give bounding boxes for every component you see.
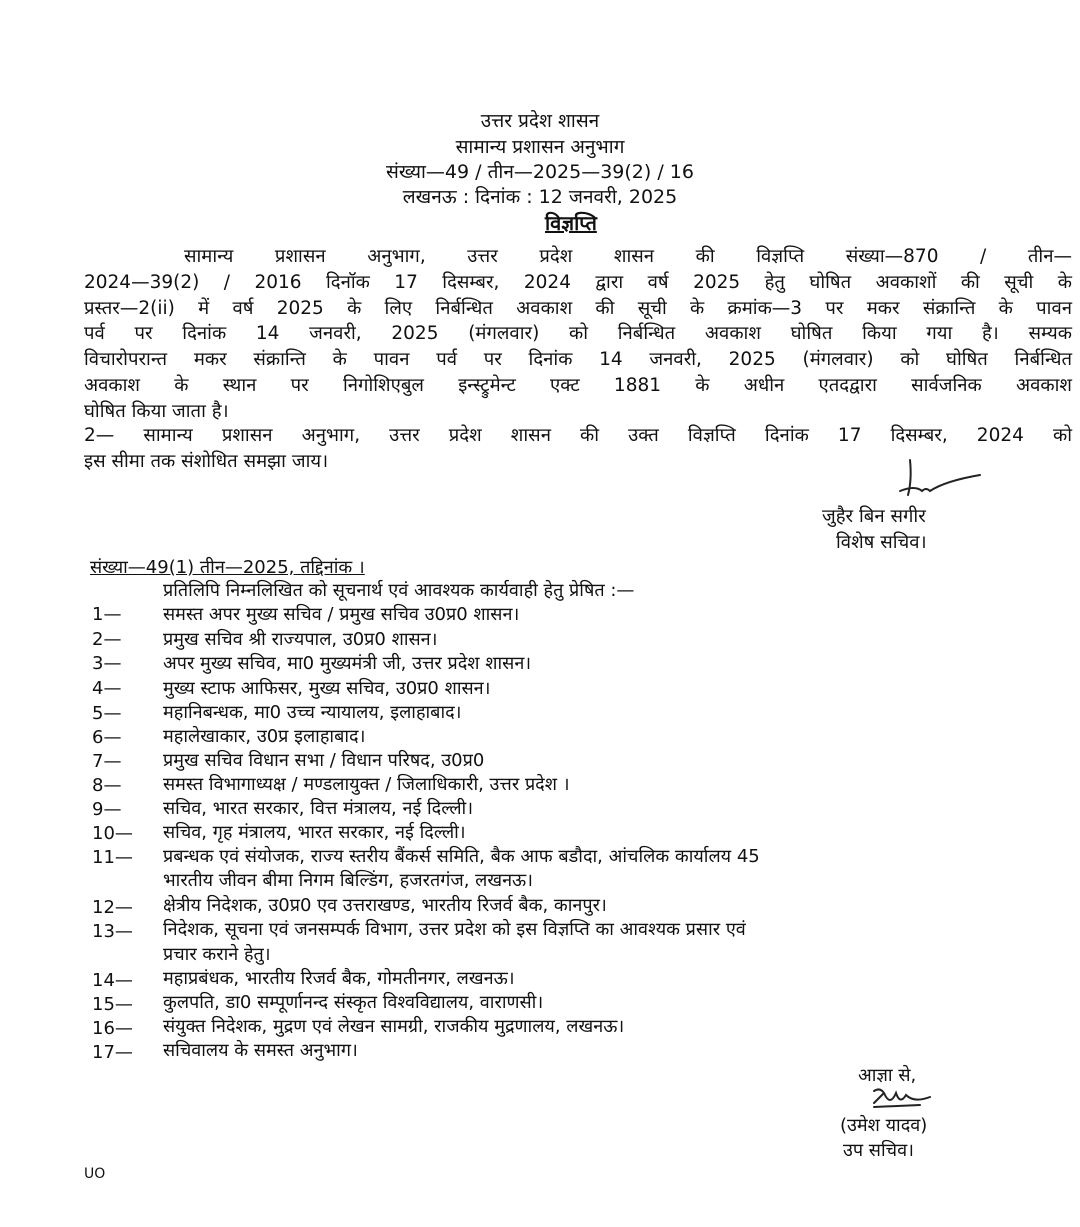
- copy-intro: प्रतिलिपि निम्नलिखित को सूचनार्थ एवं आवश्यक कार्यवाही हेतु प्रेषित :—: [163, 580, 635, 601]
- reference-number: संख्या—49 / तीन—2025—39(2) / 16: [386, 161, 694, 183]
- recipient-text-continued: प्रचार कराने हेतु।: [163, 944, 271, 965]
- recipient-number: 10—: [92, 823, 133, 844]
- recipient-number: 13—: [92, 921, 133, 942]
- signature-2-mark: [870, 1085, 940, 1113]
- recipient-text-continued: भारतीय जीवन बीमा निगम बिल्डिंग, हजरतगंज, लखनऊ।: [163, 870, 534, 891]
- recipient-number: 11—: [92, 847, 133, 868]
- recipient-number: 8—: [92, 775, 122, 796]
- recipient-number: 2—: [92, 629, 122, 650]
- header-line-2: सामान्य प्रशासन अनुभाग: [455, 136, 625, 158]
- recipient-text: प्रमुख सचिव विधान सभा / विधान परिषद, उ0प्र0: [163, 750, 485, 771]
- recipient-number: 3—: [92, 653, 122, 674]
- recipient-number: 7—: [92, 751, 122, 772]
- para1-line: विचारोपरान्त मकर संक्रान्ति के पावन पर्व पर दिनांक 14 जनवरी, 2025 (मंगलवार) को घोषित निर्बन्धित: [84, 349, 1072, 371]
- signer-1-designation: विशेष सचिव।: [836, 532, 927, 553]
- para1-line: अवकाश के स्थान पर निगोशिएबुल इन्स्ट्रुमेन्ट एक्ट 1881 के अधीन एतदद्वारा सार्वजनिक अवकाश: [84, 374, 1072, 396]
- footer-code: UO: [84, 1166, 106, 1182]
- recipient-text: संयुक्त निदेशक, मुद्रण एवं लेखन सामग्री, राजकीय मुद्रणालय, लखनऊ।: [163, 1016, 625, 1037]
- signer-2-designation: उप सचिव।: [843, 1140, 914, 1161]
- date-line: लखनऊ : दिनांक : 12 जनवरी, 2025: [402, 186, 678, 208]
- recipient-text: समस्त अपर मुख्य सचिव / प्रमुख सचिव उ0प्र0 शासन।: [163, 604, 520, 625]
- recipient-number: 5—: [92, 703, 122, 724]
- recipient-number: 16—: [92, 1018, 133, 1039]
- recipient-text: क्षेत्रीय निदेशक, उ0प्र0 एव उत्तराखण्ड, भारतीय रिजर्व बैक, कानपुर।: [163, 895, 607, 916]
- paragraph-1: [84, 244, 1072, 425]
- recipient-text: समस्त विभागाध्यक्ष / मण्डलायुक्त / जिलाधिकारी, उत्तर प्रदेश ।: [163, 774, 570, 795]
- copy-reference: संख्या—49(1) तीन—2025, तद्दिनांक ।: [90, 557, 365, 578]
- para1-line: पर्व पर दिनांक 14 जनवरी, 2025 (मंगलवार) को निर्बन्धित अवकाश घोषित किया गया है। सम्यक: [84, 323, 1072, 345]
- recipient-text: महालेखाकार, उ0प्र इलाहाबाद।: [163, 726, 366, 747]
- recipient-text: प्रबन्धक एवं संयोजक, राज्य स्तरीय बैंकर्स समिति, बैक आफ बडौदा, आंचलिक कार्यालय 45: [163, 846, 760, 867]
- recipient-text: निदेशक, सूचना एवं जनसम्पर्क विभाग, उत्तर प्रदेश को इस विज्ञप्ति का आवश्यक प्रसार एवं: [163, 919, 746, 940]
- recipient-text: अपर मुख्य सचिव, मा0 मुख्यमंत्री जी, उत्तर प्रदेश शासन।: [163, 653, 532, 674]
- para2-line: इस सीमा तक संशोधित समझा जाय।: [84, 450, 329, 472]
- para2-line: 2— सामान्य प्रशासन अनुभाग, उत्तर प्रदेश शासन की उक्त विज्ञप्ति दिनांक 17 दिसम्बर, 2024 को: [84, 425, 1072, 446]
- recipient-text: प्रमुख सचिव श्री राज्यपाल, उ0प्र0 शासन।: [163, 629, 438, 650]
- recipient-number: 4—: [92, 678, 122, 699]
- recipient-text: महानिबन्धक, मा0 उच्च न्यायालय, इलाहाबाद।: [163, 702, 462, 723]
- recipient-number: 1—: [92, 604, 122, 625]
- order-by: आज्ञा से,: [858, 1065, 917, 1086]
- recipient-number: 14—: [92, 970, 133, 991]
- recipient-number: 15—: [92, 994, 133, 1015]
- para1-line: 2024—39(2) / 2016 दिनॉक 17 दिसम्बर, 2024 द्वारा वर्ष 2025 हेतु घोषित अवकाशों की सूची के: [84, 271, 1072, 293]
- para1-line: प्रस्तर—2(ii) में वर्ष 2025 के लिए निर्बन्धित अवकाश की सूची के क्रमांक—3 पर मकर संक्रान्ति के पावन: [84, 297, 1072, 319]
- signature-1-mark: [870, 455, 990, 505]
- recipient-number: 12—: [92, 897, 133, 918]
- document-title: विज्ञप्ति: [545, 211, 597, 235]
- header-line-1: उत्तर प्रदेश शासन: [480, 110, 600, 132]
- recipient-number: 9—: [92, 799, 122, 820]
- recipient-number: 17—: [92, 1042, 133, 1063]
- recipient-text: सचिवालय के समस्त अनुभाग।: [163, 1040, 358, 1061]
- para1-line: घोषित किया जाता है।: [84, 400, 229, 422]
- para1-line: सामान्य प्रशासन अनुभाग, उत्तर प्रदेश शासन की विज्ञप्ति संख्या—870 / तीन—: [184, 246, 1072, 267]
- signer-1-name: जुहैर बिन सगीर: [822, 506, 926, 527]
- recipient-number: 6—: [92, 727, 122, 748]
- recipient-text: सचिव, गृह मंत्रालय, भारत सरकार, नई दिल्ली।: [163, 822, 466, 843]
- recipient-text: सचिव, भारत सरकार, वित्त मंत्रालय, नई दिल्ली।: [163, 798, 474, 819]
- recipient-text: मुख्य स्टाफ आफिसर, मुख्य सचिव, उ0प्र0 शासन।: [163, 678, 491, 699]
- recipient-text: महाप्रबंधक, भारतीय रिजर्व बैक, गोमतीनगर, लखनऊ।: [163, 968, 515, 989]
- recipient-text: कुलपति, डा0 सम्पूर्णानन्द संस्कृत विश्वविद्यालय, वाराणसी।: [163, 992, 544, 1013]
- signer-2-name: (उमेश यादव): [840, 1115, 928, 1136]
